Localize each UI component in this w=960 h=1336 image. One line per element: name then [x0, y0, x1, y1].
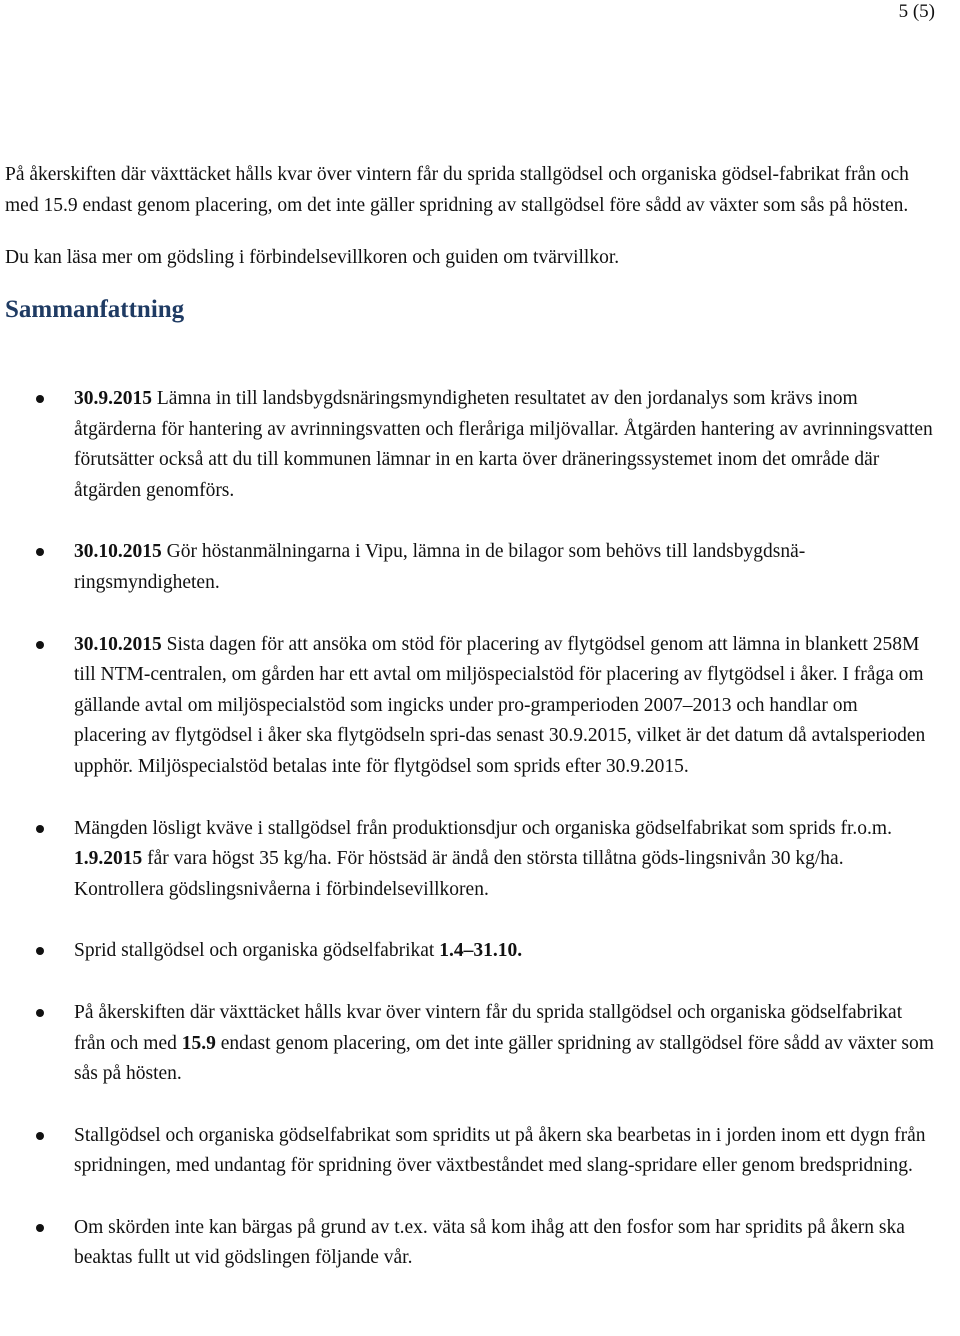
bullet-icon [36, 395, 44, 403]
list-item [0, 630, 934, 783]
intro-paragraph-1: På åkerskiften där växttäcket hålls kvar över vintern får du sprida stallgödsel och organiska gödsel-fabrikat från och med 15.9 endast genom placering, om det inte gäller spridning av stallgödsel före sådd av växter som sås på hösten. [5, 164, 909, 216]
summary-list [0, 384, 960, 1305]
list-item [0, 814, 934, 906]
list-item-date: 30.10.2015 [74, 633, 162, 655]
bullet-icon [36, 641, 44, 649]
list-item-text: Sprid stallgödsel och organiska gödselfabrikat [74, 940, 440, 962]
bullet-icon [36, 548, 44, 556]
list-item-text: Sista dagen för att ansöka om stöd för placering av flytgödsel genom att lämna in blankett 258M till NTM-centralen, om gården har ett avtal om miljöspecialstöd för placering av flytgödsel i åker. I fråga om gällande avtal om miljöspecialstöd som ingicks under pro-gramperioden 2007–2013 och handlar om placering av flytgödsel i åker ska flytgödseln spri-das senast 30.9.2015, vilket är det datum då avtalsperioden upphör. Miljöspecialstöd betalas inte för flytgödsel som sprids efter 30.9.2015. [74, 633, 926, 777]
list-item [0, 1121, 934, 1182]
list-item [0, 1213, 934, 1274]
list-item-text: Om skörden inte kan bärgas på grund av t.ex. väta så kom ihåg att den fosfor som har spridits på åkern ska beaktas fullt ut vid gödslingen följande vår. [74, 1216, 905, 1269]
page-number: 5 (5) [898, 1, 935, 22]
list-item-date: 30.10.2015 [74, 541, 162, 563]
list-item-text: endast genom placering, om det inte gäller spridning av stallgödsel före sådd av växter som sås på hösten. [74, 1032, 934, 1085]
list-item [0, 936, 934, 967]
list-item-date: 15.9 [181, 1032, 216, 1054]
summary-heading: Sammanfattning [5, 295, 185, 323]
list-item-date: 1.4–31.10. [439, 940, 523, 962]
list-item-text: Gör höstanmälningarna i Vipu, lämna in de bilagor som behövs till landsbygdsnä-ringsmyndigheten. [74, 541, 806, 593]
list-item [0, 537, 934, 598]
intro-paragraph-2: Du kan läsa mer om gödsling i förbindelsevillkoren och guiden om tvärvillkor. [5, 247, 620, 269]
list-item [0, 998, 934, 1090]
list-item-text: På åkerskiften där växttäcket hålls kvar över vintern får du sprida stallgödsel och organiska gödselfabrikat från och med [74, 1001, 903, 1054]
list-item-date: 1.9.2015 [74, 848, 143, 870]
list-item-text: Mängden lösligt kväve i stallgödsel från produktionsdjur och organiska gödselfabrikat som sprids fr.o.m. [74, 817, 892, 839]
list-item-date: 30.9.2015 [74, 388, 152, 409]
bullet-icon [36, 825, 44, 833]
bullet-icon [36, 1224, 44, 1232]
list-item-text: får vara högst 35 kg/ha. För höstsäd är ändå den största tillåtna göds-lingsnivån 30 kg/ha. Kontrollera gödslingsnivåerna i förbindelsevillkoren. [74, 848, 844, 900]
list-item [0, 384, 934, 506]
bullet-icon [36, 1132, 44, 1140]
intro-section [5, 160, 940, 325]
bullet-icon [36, 1009, 44, 1017]
bullet-icon [36, 947, 44, 955]
list-item-text: Stallgödsel och organiska gödselfabrikat som spridits ut på åkern ska bearbetas in i jorden inom ett dygn från spridningen, med undantag för spridning över växtbeståndet med slang-spridare eller genom bredspridning. [74, 1124, 926, 1177]
list-item-text: Lämna in till landsbygdsnäringsmyndigheten resultatet av den jordanalys som krävs inom åtgärderna för hantering av avrinningsvatten och fleråriga miljövallar. Åtgärden hantering av avrinningsvatten förutsätter också att du till kommunen lämnar in en karta över dräneringssystemet inom det område där åtgärden genomförs. [74, 388, 933, 501]
